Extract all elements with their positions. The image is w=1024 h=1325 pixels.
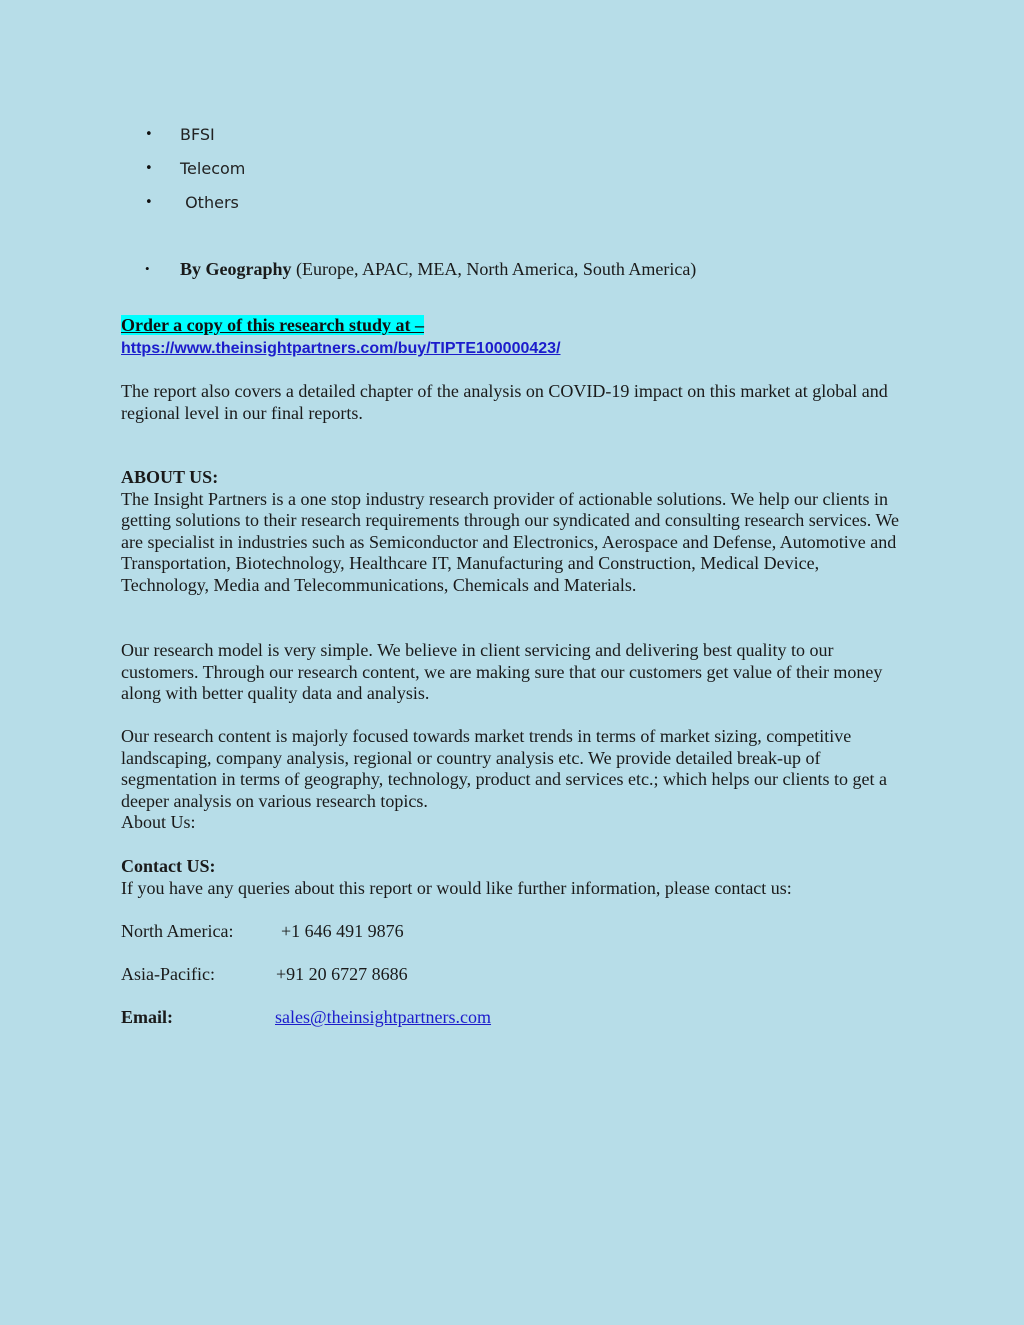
order-section: [121, 315, 911, 359]
contact-asia-pacific: [121, 963, 408, 985]
bullet-icon: •: [145, 127, 153, 142]
email-link[interactable]: sales@theinsightpartners.com: [275, 1007, 492, 1027]
bullet-icon: •: [145, 195, 153, 210]
about-heading: ABOUT US:: [121, 467, 219, 487]
email-label: Email:: [121, 1007, 173, 1027]
bullet-icon: •: [145, 161, 153, 176]
list-item-label: BFSI: [180, 125, 215, 144]
list-item-label: Others: [180, 193, 239, 212]
list-item-label: Telecom: [180, 159, 246, 178]
list-item: [145, 118, 245, 152]
order-link[interactable]: https://www.theinsightpartners.com/buy/TIPTE100000423/: [121, 339, 561, 357]
geography-label: By Geography: [180, 259, 292, 279]
about-section: [121, 467, 911, 597]
about-paragraph: Our research model is very simple. We believe in client servicing and delivering best quality to our customers. Through our research content, we are making sure that our customers get value of their money along with better quality data and analysis.: [121, 640, 883, 704]
north-america-label: North America:: [121, 921, 234, 941]
about-paragraph: Our research content is majorly focused towards market trends in terms of market sizing, competitive landscaping, company analysis, regional or country analysis etc. We provide detailed break-up of segmentation in terms of geography, technology, product and services etc.; which helps our clients to get a deeper analysis on various research topics.: [121, 726, 887, 811]
asia-pacific-label: Asia-Pacific:: [121, 964, 215, 984]
contact-email: [121, 1006, 492, 1028]
industry-list: [145, 118, 245, 220]
contact-section: [121, 856, 911, 899]
list-item: [145, 152, 245, 186]
bullet-icon: •: [145, 261, 150, 276]
geography-regions: (Europe, APAC, MEA, North America, South America): [291, 259, 697, 279]
about-paragraph: The Insight Partners is a one stop industry research provider of actionable solutions. We help our clients in getting solutions to their research requirements through our syndicated and consulting research services. We are specialist in industries such as Semiconductor and Electronics, Aerospace and Defense, Automotive and Transportation, Biotechnology, Healthcare IT, Manufacturing and Construction, Medical Device, Technology, Media and Telecommunications, Chemicals and Materials.: [121, 488, 899, 595]
covid-note: The report also covers a detailed chapter of the analysis on COVID-19 impact on this market at global and regional level in our final reports.: [121, 381, 888, 423]
geography-item: [145, 256, 696, 282]
asia-pacific-phone: +91 20 6727 8686: [276, 964, 408, 984]
order-title: Order a copy of this research study at –: [121, 315, 424, 335]
contact-north-america: [121, 920, 404, 942]
list-item: [145, 186, 245, 220]
about-trailer: About Us:: [121, 812, 196, 833]
contact-heading: Contact US:: [121, 856, 216, 876]
contact-intro: If you have any queries about this report or would like further information, please contact us:: [121, 877, 792, 898]
about-paragraph-section: [121, 726, 911, 834]
north-america-phone: +1 646 491 9876: [281, 921, 404, 941]
